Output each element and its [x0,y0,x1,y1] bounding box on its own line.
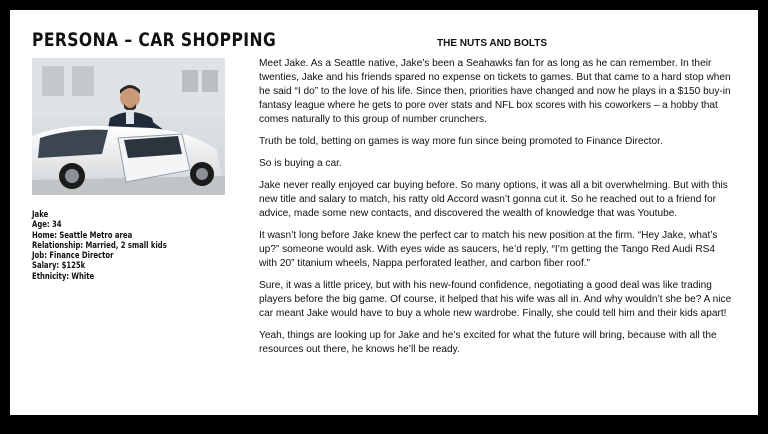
fact-salary: Salary: $125k [32,260,86,271]
story-paragraph: Jake never really enjoyed car buying before. So many options, it was all a bit overwhelming. But with this new title and salary to match, his ratty old Accord wasn’t gonna cut it. So he reached out to a friend for advice, made some new contacts, and discovered the wealth of knowledge that was Youtube. [259,180,728,220]
story-paragraph: Yeah, things are looking up for Jake and he’s excited for what the future will bring, because with all the resources out there, he knows he’ll be ready. [259,330,717,356]
fact-ethnicity: Ethnicity: White [32,270,95,281]
story-paragraph: It wasn’t long before Jake knew the perfect car to match his new position at the firm. “Hey Jake, what’s up?” someone would ask. With eyes wide as saucers, he’d reply, “I’m getting the Tango Red Audi RS4 with 20” titanium wheels, Nappa perforated leather, and carbon fiber roof.” [259,230,718,270]
persona-facts [32,209,167,281]
section-heading: THE NUTS AND BOLTS [437,38,547,49]
story-paragraph: So is buying a car. [259,158,342,170]
fact-job: Job: Finance Director [32,250,114,261]
persona-photo [32,58,225,195]
fact-relationship: Relationship: Married, 2 small kids [32,239,167,250]
story-paragraph: Truth be told, betting on games is way more fun since being promoted to Finance Director. [259,136,663,148]
fact-name: Jake [32,209,49,219]
persona-story [259,57,735,365]
page-title: PERSONA – CAR SHOPPING [32,29,277,51]
slide [10,10,758,415]
story-paragraph: Meet Jake. As a Seattle native, Jake’s been a Seahawks fan for as long as he can remember. In their twenties, Jake and his friends spared no expense on tickets to games. But that came to a hard stop when he said “I do” to the love of his life. Since then, priorities have changed and now he plays in a $150 buy-in fantasy league where he gets to pore over stats and NFL box scores with his coworkers – a hobby that comes naturally to this group of number crunchers. [259,58,731,126]
fact-home: Home: Seattle Metro area [32,229,133,240]
persona-photo-icon [32,58,225,195]
story-paragraph: Sure, it was a little pricey, but with his new-found confidence, negotiating a good deal was like trading players before the big game. Of course, it helped that his wife was all in. And why wouldn’t she be? A nice car meant Jake would have to buy a whole new wardrobe. Finally, she could tell him and their kids apart! [259,280,732,320]
fact-age: Age: 34 [32,219,62,230]
